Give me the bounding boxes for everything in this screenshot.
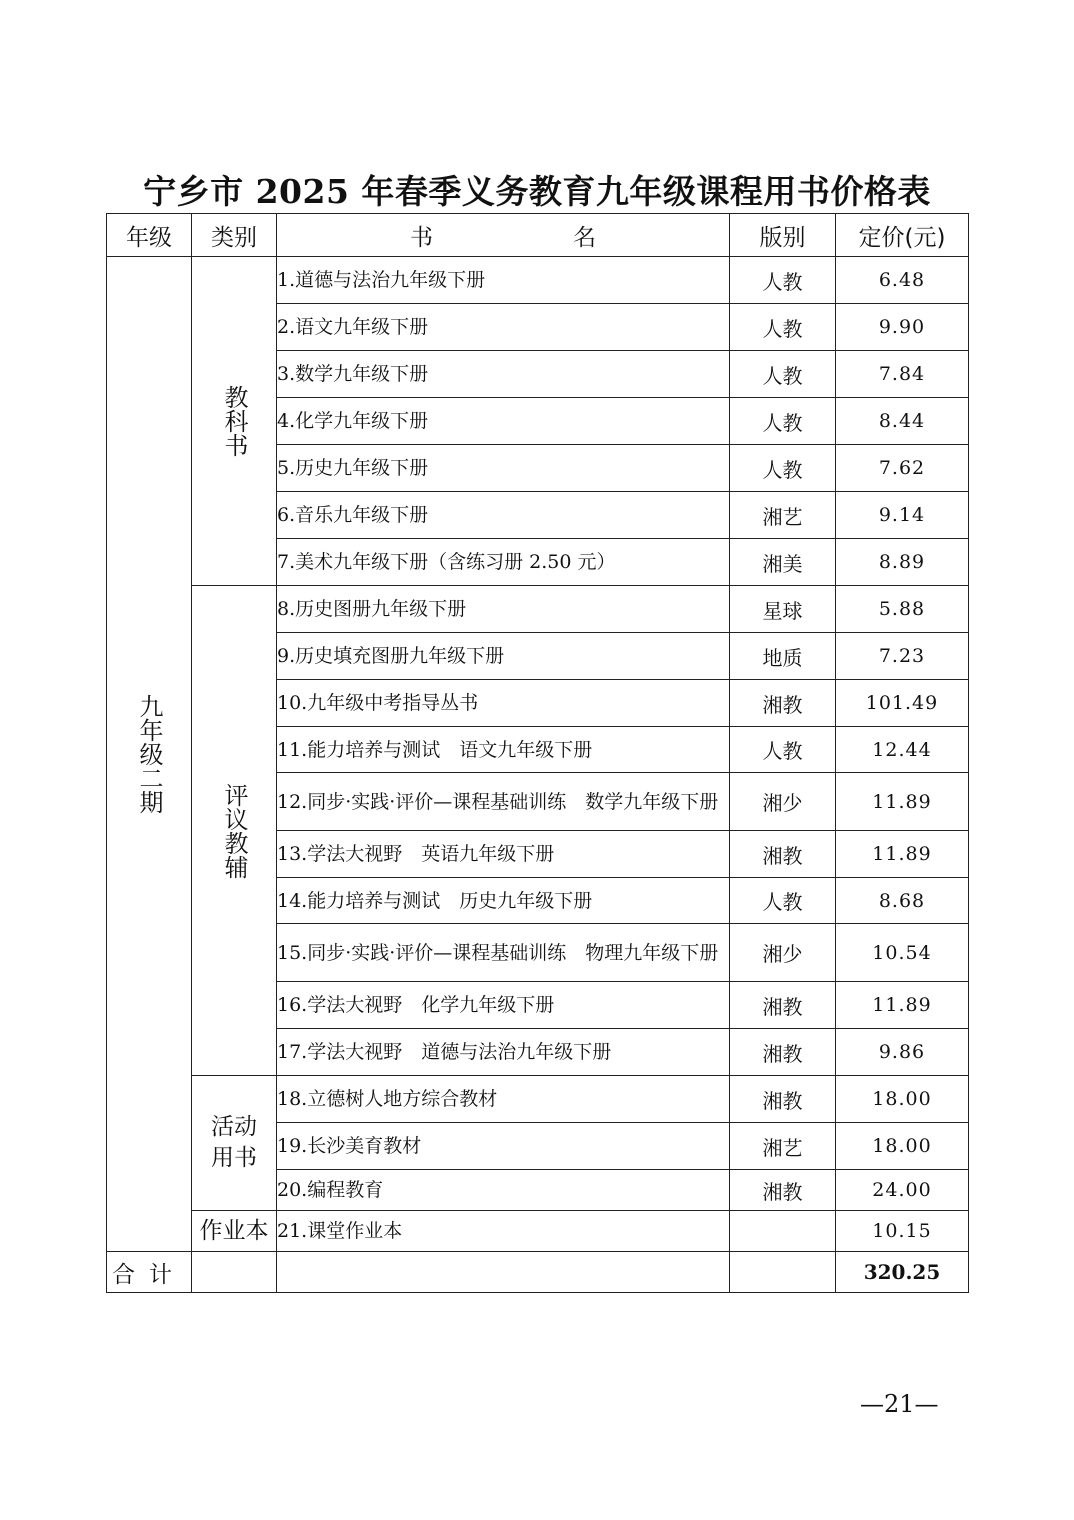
total-value: 320.25 (836, 1252, 969, 1293)
publisher (730, 1211, 836, 1252)
total-label: 合计 (107, 1252, 192, 1293)
publisher: 湘教 (730, 831, 836, 878)
page-number: —21— (860, 1390, 939, 1418)
header-category: 类别 (192, 214, 277, 257)
price: 101.49 (836, 680, 969, 727)
table-row (107, 257, 969, 304)
price: 9.86 (836, 1029, 969, 1076)
book-name: 13.学法大视野 英语九年级下册 (277, 831, 730, 878)
price: 7.23 (836, 633, 969, 680)
book-name: 18.立德树人地方综合教材 (277, 1076, 730, 1123)
total-empty-category (192, 1252, 277, 1293)
book-name: 17.学法大视野 道德与法治九年级下册 (277, 1029, 730, 1076)
publisher: 星球 (730, 586, 836, 633)
publisher: 湘教 (730, 1029, 836, 1076)
header-price: 定价(元) (836, 214, 969, 257)
publisher: 湘教 (730, 1170, 836, 1211)
price: 18.00 (836, 1123, 969, 1170)
category-textbook: 教科书 (192, 257, 277, 586)
price: 12.44 (836, 727, 969, 773)
header-book-name-part1: 书 (410, 224, 433, 251)
price: 10.54 (836, 924, 969, 982)
category-activity: 活动用书 (192, 1076, 277, 1211)
book-name: 11.能力培养与测试 语文九年级下册 (277, 727, 730, 773)
price: 18.00 (836, 1076, 969, 1123)
table-row (107, 586, 969, 633)
price: 24.00 (836, 1170, 969, 1211)
price: 8.44 (836, 398, 969, 445)
book-name: 7.美术九年级下册（含练习册 2.50 元） (277, 539, 730, 586)
table-row (107, 1076, 969, 1123)
book-name: 14.能力培养与测试 历史九年级下册 (277, 878, 730, 924)
price-table (106, 213, 969, 1293)
book-name: 19.长沙美育教材 (277, 1123, 730, 1170)
table-row (107, 1211, 969, 1252)
publisher: 湘教 (730, 1076, 836, 1123)
category-review: 评议教辅 (192, 586, 277, 1076)
header-book-name (277, 214, 730, 257)
publisher: 人教 (730, 351, 836, 398)
book-name: 10.九年级中考指导丛书 (277, 680, 730, 727)
document-title: 宁乡市 2025 年春季义务教育九年级课程用书价格表 (143, 172, 931, 211)
total-row (107, 1252, 969, 1293)
publisher: 湘教 (730, 680, 836, 727)
publisher: 湘少 (730, 773, 836, 831)
book-name: 15.同步·实践·评价—课程基础训练 物理九年级下册 (277, 924, 730, 982)
book-name: 16.学法大视野 化学九年级下册 (277, 982, 730, 1029)
publisher: 人教 (730, 445, 836, 492)
price: 11.89 (836, 773, 969, 831)
price: 8.68 (836, 878, 969, 924)
header-row (107, 214, 969, 257)
publisher: 人教 (730, 878, 836, 924)
book-name: 21.课堂作业本 (277, 1211, 730, 1252)
book-name: 5.历史九年级下册 (277, 445, 730, 492)
book-name: 6.音乐九年级下册 (277, 492, 730, 539)
price: 11.89 (836, 982, 969, 1029)
publisher: 人教 (730, 398, 836, 445)
price: 10.15 (836, 1211, 969, 1252)
publisher: 湘少 (730, 924, 836, 982)
publisher: 人教 (730, 304, 836, 351)
price: 8.89 (836, 539, 969, 586)
header-publisher: 版别 (730, 214, 836, 257)
book-name: 4.化学九年级下册 (277, 398, 730, 445)
price: 7.84 (836, 351, 969, 398)
price: 5.88 (836, 586, 969, 633)
book-name: 1.道德与法治九年级下册 (277, 257, 730, 304)
total-empty-publisher (730, 1252, 836, 1293)
publisher: 湘艺 (730, 1123, 836, 1170)
header-grade: 年级 (107, 214, 192, 257)
book-name: 12.同步·实践·评价—课程基础训练 数学九年级下册 (277, 773, 730, 831)
price: 6.48 (836, 257, 969, 304)
book-name: 8.历史图册九年级下册 (277, 586, 730, 633)
price: 11.89 (836, 831, 969, 878)
book-name: 9.历史填充图册九年级下册 (277, 633, 730, 680)
publisher: 湘教 (730, 982, 836, 1029)
grade-cell: 九年级二期 (107, 257, 192, 1252)
book-name: 3.数学九年级下册 (277, 351, 730, 398)
book-name: 2.语文九年级下册 (277, 304, 730, 351)
publisher: 地质 (730, 633, 836, 680)
book-name: 20.编程教育 (277, 1170, 730, 1211)
price: 7.62 (836, 445, 969, 492)
publisher: 人教 (730, 257, 836, 304)
total-empty-name (277, 1252, 730, 1293)
category-homework: 作业本 (192, 1211, 277, 1252)
publisher: 湘艺 (730, 492, 836, 539)
price: 9.90 (836, 304, 969, 351)
publisher: 湘美 (730, 539, 836, 586)
publisher: 人教 (730, 727, 836, 773)
header-book-name-part2: 名 (573, 224, 596, 251)
price: 9.14 (836, 492, 969, 539)
